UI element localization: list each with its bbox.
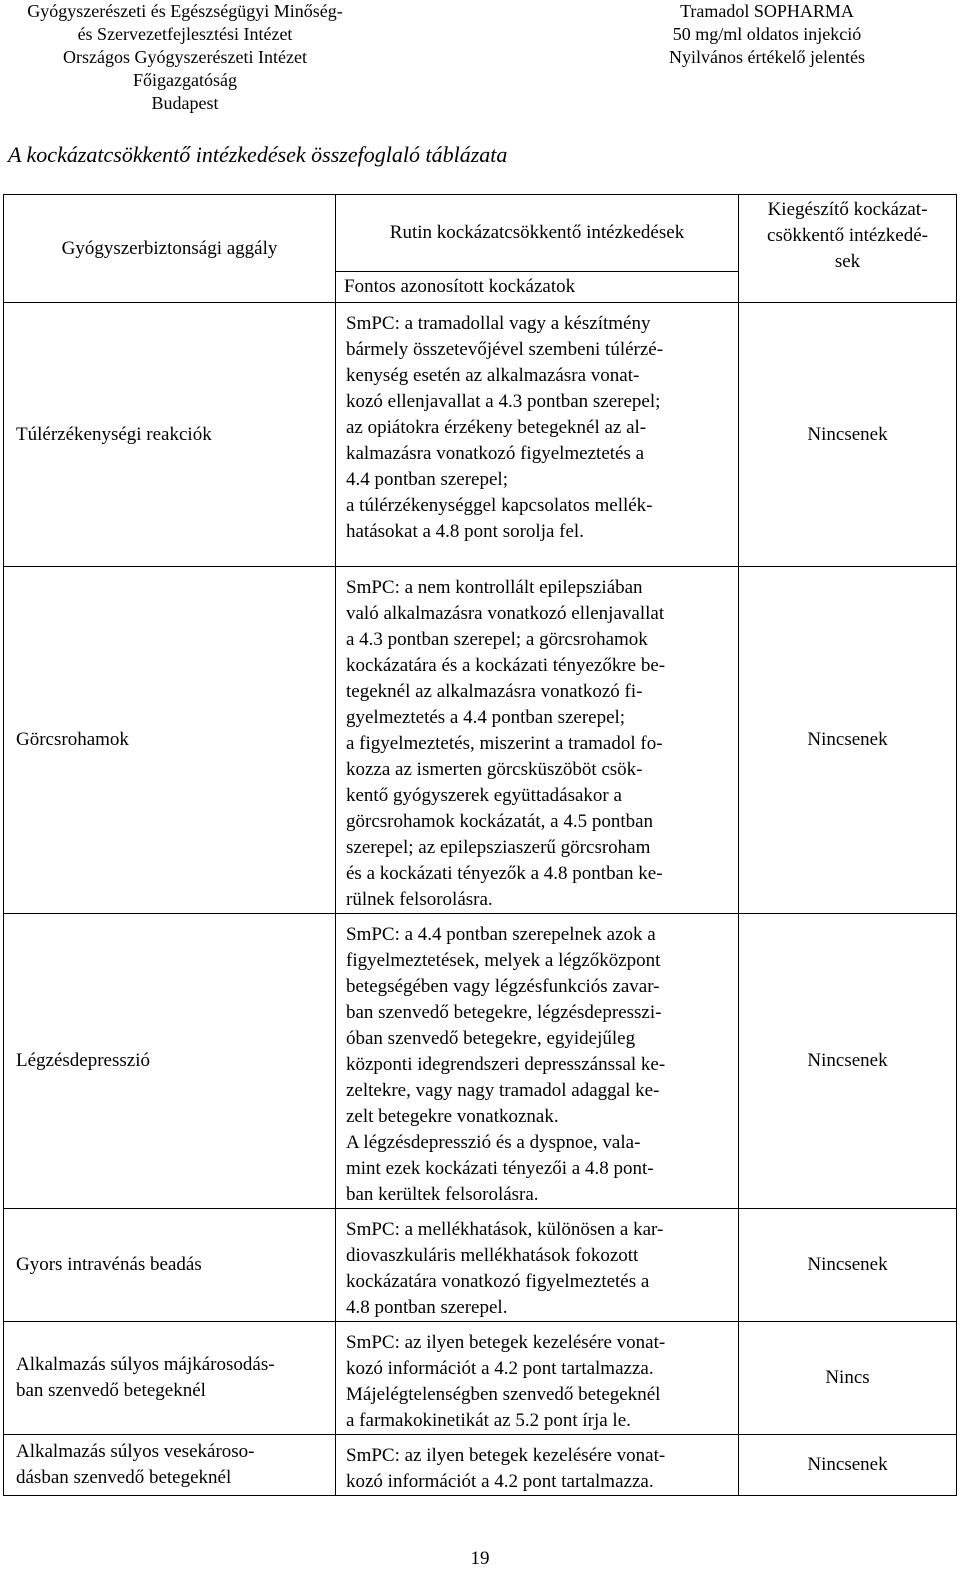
concern-line: Túlérzékenységi reakciók [16,423,212,445]
measure-line: és a kockázati tényezők a 4.8 pontban ke- [346,863,663,884]
measure-line: bármely összetevőjével szembeni túlérzé- [346,339,664,360]
header-product [612,0,922,69]
routine-measures [336,1322,739,1435]
measure-line: kozó információt a 4.2 pont tartalmazza. [346,1471,654,1492]
safety-concern [4,1322,336,1435]
header-left-line: és Szervezetfejlesztési Intézet [77,24,293,44]
routine-measures [336,1435,739,1496]
routine-measures [336,567,739,914]
measure-line: tegeknél az alkalmazásra vonatkozó fi- [346,681,643,702]
table-row [4,1209,957,1322]
safety-concern [4,914,336,1209]
measure-line: SmPC: az ilyen betegek kezelésére vonat- [346,1332,666,1353]
col2-header: Rutin kockázatcsökkentő intézkedések [336,195,739,272]
measure-line: a farmakokinetikát az 5.2 pont írja le. [346,1410,631,1431]
concern-line: dásban szenvedő betegeknél [16,1467,232,1488]
measure-line: zeltekre, vagy nagy tramadol adaggal ke- [346,1080,660,1101]
measure-line: diovaszkuláris mellékhatások fokozott [346,1245,639,1266]
measure-line: ban kerültek felsorolásra. [346,1184,539,1205]
measure-line: A légzésdepresszió és a dyspnoe, vala- [346,1132,641,1153]
measure-line: az opiátokra érzékeny betegeknél az al- [346,417,647,438]
header-left-line: Gyógyszerészeti és Egészségügyi Minőség- [27,1,343,21]
measure-line: kalmazásra vonatkozó figyelmeztetés a [346,443,645,464]
measure-line: 4.4 pontban szerepel; [346,469,508,490]
routine-measures [336,914,739,1209]
measure-line: kenység esetén az alkalmazásra vonat- [346,365,640,386]
measure-line: gyelmeztetés a 4.4 pontban szerepel; [346,707,626,728]
measure-line: SmPC: a 4.4 pontban szerepelnek azok a [346,924,656,945]
header-institution [0,0,370,115]
concern-line: Alkalmazás súlyos vesekároso- [16,1441,255,1462]
measure-line: SmPC: az ilyen betegek kezelésére vonat- [346,1445,666,1466]
measure-line: központi idegrendszeri depresszánssal ke- [346,1054,666,1075]
risk-minimisation-table [3,194,957,1496]
measure-line: kozó ellenjavallat a 4.3 pontban szerepel; [346,391,661,412]
measure-line: SmPC: a mellékhatások, különösen a kar- [346,1219,664,1240]
safety-concern [4,1209,336,1322]
header-left-line: Főigazgatóság [133,70,237,90]
measure-line: való alkalmazásra vonatkozó ellenjavallat [346,603,665,624]
page-number: 19 [470,1548,490,1569]
measure-line: a túlérzékenységgel kapcsolatos mellék- [346,495,653,516]
additional-measures: Nincsenek [739,1209,957,1322]
measure-line: ban szenvedő betegekre, légzésdepresszi- [346,1002,662,1023]
concern-line: Légzésdepresszió [16,1050,150,1071]
measure-line: Májelégtelenségben szenvedő betegeknél [346,1384,661,1405]
measure-line: SmPC: a nem kontrollált epilepsziában [346,577,643,598]
measure-line: kockázatára és a kockázati tényezőkre be- [346,655,666,676]
measure-line: SmPC: a tramadollal vagy a készítmény [346,313,651,334]
measure-line: mint ezek kockázati tényezői a 4.8 pont- [346,1158,654,1179]
concern-line: ban szenvedő betegeknél [16,1380,206,1401]
table-row [4,914,957,1209]
col3-header [739,195,957,303]
measure-line: hatásokat a 4.8 pont sorolja fel. [346,521,584,542]
additional-measures: Nincs [739,1322,957,1435]
col3-header-line: csökkentő intézkedé- [767,225,928,246]
table-row [4,1322,957,1435]
measure-line: figyelmeztetések, melyek a légzőközpont [346,950,661,971]
measure-line: a 4.3 pontban szerepel; a görcsrohamok [346,629,648,650]
safety-concern [4,303,336,567]
measure-line: 4.8 pontban szerepel. [346,1297,508,1318]
measure-line: rülnek felsorolásra. [346,889,493,910]
table-row [4,1435,957,1496]
document-title: A kockázatcsökkentő intézkedések összefoglaló táblázata [8,142,508,167]
table-row [4,567,957,914]
measure-line: kozó információt a 4.2 pont tartalmazza. [346,1358,654,1379]
concern-line: Görcsrohamok [16,729,129,750]
additional-measures: Nincsenek [739,303,957,567]
header-left-line: Budapest [151,93,219,113]
routine-measures [336,303,739,567]
measure-line: zelt betegekre vonatkoznak. [346,1106,559,1127]
safety-concern [4,567,336,914]
additional-measures: Nincsenek [739,1435,957,1496]
measure-line: óban szenvedő betegekre, egyidejűleg [346,1028,636,1049]
concern-line: Gyors intravénás beadás [16,1254,202,1275]
table-header-row [4,195,957,272]
measure-line: betegségében vagy légzésfunkciós zavar- [346,976,660,997]
additional-measures: Nincsenek [739,567,957,914]
table-row [4,303,957,567]
header-right-line: Nyilvános értékelő jelentés [669,47,865,67]
measure-line: a figyelmeztetés, miszerint a tramadol fo- [346,733,663,754]
measure-line: kockázatára vonatkozó figyelmeztetés a [346,1271,650,1292]
header-right-line: Tramadol SOPHARMA [680,1,854,21]
subheader-identified-risks: Fontos azonosított kockázatok [336,272,739,303]
routine-measures [336,1209,739,1322]
measure-line: kozza az ismerten görcsküszöböt csök- [346,759,643,780]
safety-concern [4,1435,336,1496]
measure-line: görcsrohamok kockázatát, a 4.5 pontban [346,811,654,832]
concern-line: Alkalmazás súlyos májkárosodás- [16,1354,275,1375]
col3-header-line: sek [834,251,861,272]
header-right-line: 50 mg/ml oldatos injekció [672,24,862,44]
measure-line: kentő gyógyszerek együttadásakor a [346,785,622,806]
col3-header-line: Kiegészítő kockázat- [767,199,928,220]
measure-line: szerepel; az epilepsziaszerű görcsroham [346,837,651,858]
header-left-line: Országos Gyógyszerészeti Intézet [63,47,307,67]
additional-measures: Nincsenek [739,914,957,1209]
col1-header: Gyógyszerbiztonsági aggály [4,195,336,303]
